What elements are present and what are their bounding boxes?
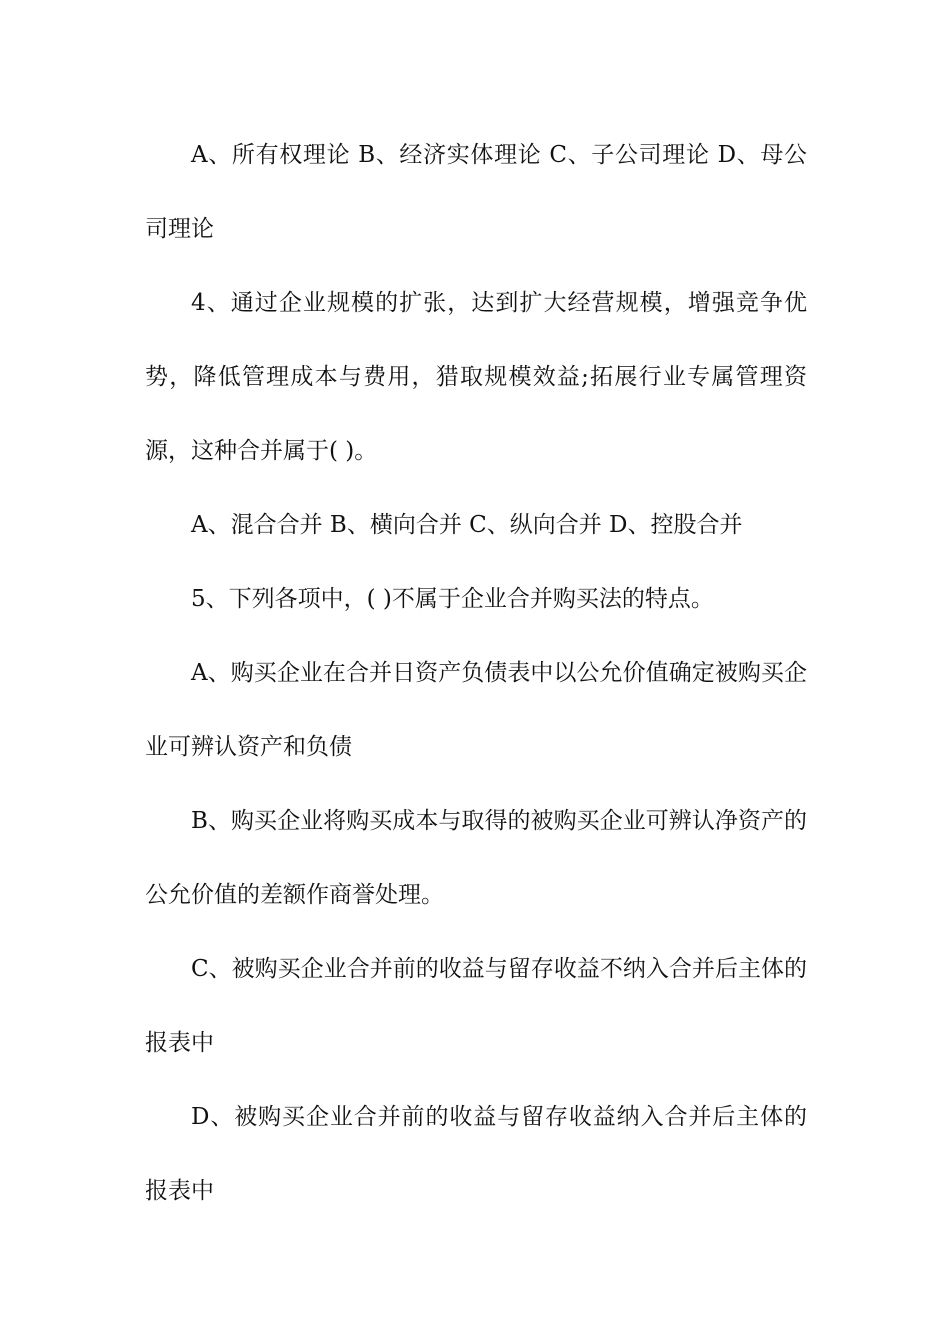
question-5-option-d: D、被购买企业合并前的收益与留存收益纳入合并后主体的报表中 <box>145 1104 807 1204</box>
question-3-options: A、所有权理论 B、经济实体理论 C、子公司理论 D、母公司理论 <box>145 142 807 242</box>
question-4-stem: 4、通过企业规模的扩张，达到扩大经营规模，增强竞争优势，降低管理成本与费用，猎取规模效益;拓展行业专属管理资源，这种合并属于( )。 <box>145 290 807 464</box>
document-body <box>145 118 807 1228</box>
question-4-options: A、混合合并 B、横向合并 C、纵向合并 D、控股合并 <box>191 512 743 538</box>
question-5-option-b: B、购买企业将购买成本与取得的被购买企业可辨认净资产的公允价值的差额作商誉处理。 <box>145 808 807 908</box>
question-5-stem: 5、下列各项中，( )不属于企业合并购买法的特点。 <box>191 586 714 612</box>
question-5-option-a: A、购买企业在合并日资产负债表中以公允价值确定被购买企业可辨认资产和负债 <box>145 660 807 760</box>
question-5-option-c: C、被购买企业合并前的收益与留存收益不纳入合并后主体的报表中 <box>145 956 807 1056</box>
